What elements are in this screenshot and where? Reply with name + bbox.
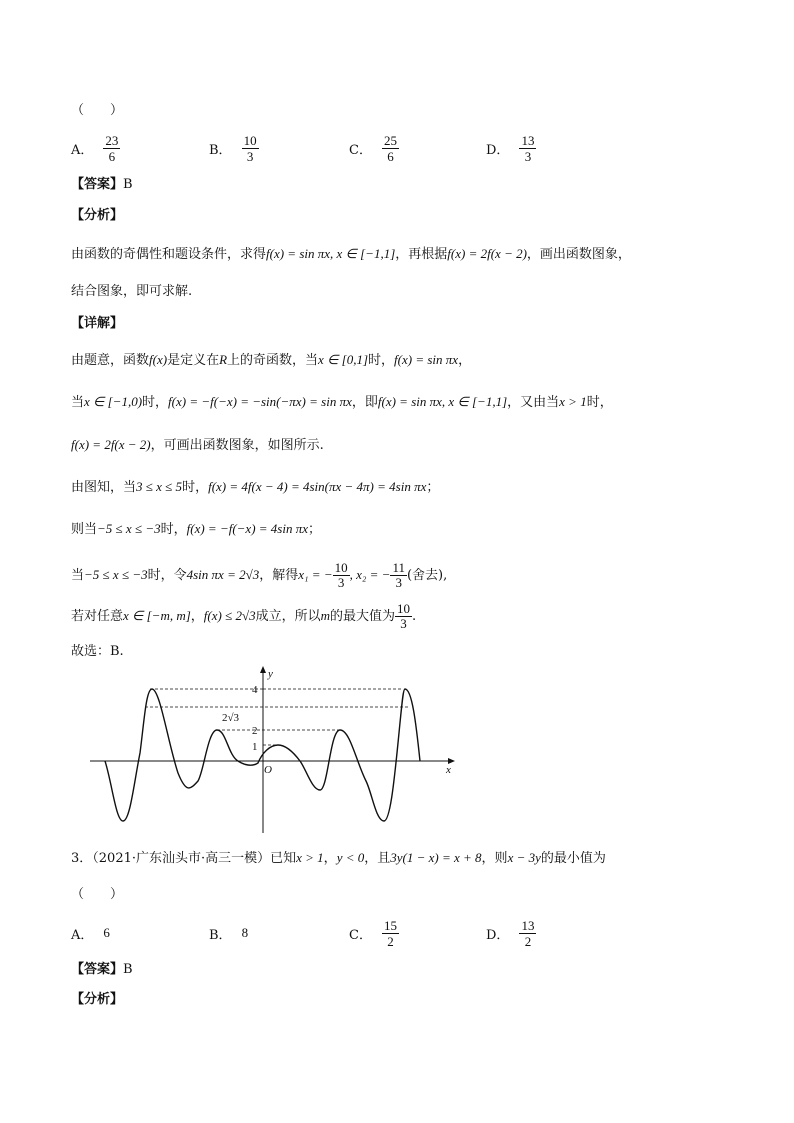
fraction: $\frac{10}{3}$ xyxy=(334,560,348,590)
q3-options xyxy=(71,913,591,953)
q2-options xyxy=(71,128,591,168)
y-tick-2: 2 xyxy=(252,725,258,737)
q2-detail-line-1: 由题意，函数f(x)是定义在R上的奇函数，当x ∈ [0,1]时，f(x) = sin πx， xyxy=(71,352,472,368)
q2-option-c xyxy=(349,128,399,168)
q3-option-c xyxy=(349,913,399,953)
y-axis-label: y xyxy=(268,668,273,680)
q2-conclusion: 故选：B. xyxy=(71,644,124,659)
option-label: A． xyxy=(71,142,94,158)
q2-option-b xyxy=(209,128,259,168)
option-label: C． xyxy=(349,142,372,158)
fraction: $\frac{11}{3}$ xyxy=(392,560,405,590)
q2-answer xyxy=(71,177,133,193)
option-label: D． xyxy=(486,927,510,943)
q2-analysis-line-2: 结合图象，即可求解. xyxy=(71,284,193,299)
y-tick-2root3: 2√3 xyxy=(222,712,240,724)
option-fraction: $\frac{23}{6}$ xyxy=(105,132,119,164)
option-label: D． xyxy=(486,142,510,158)
answer-value: B xyxy=(123,962,133,977)
q2-detail-line-3: f(x) = 2f(x − 2)，可画出函数图象，如图所示. xyxy=(71,437,324,453)
q3-option-a xyxy=(71,913,110,953)
answer-heading: 【答案】 xyxy=(71,962,124,977)
q2-analysis-heading: 【分析】 xyxy=(71,208,124,223)
q3-answer xyxy=(71,962,133,978)
answer-heading: 【答案】 xyxy=(71,177,124,192)
function-graph-figure xyxy=(90,663,460,835)
option-label: B． xyxy=(209,142,232,158)
q2-option-d xyxy=(486,128,536,168)
q2-detail-line-4: 由图知，当3 ≤ x ≤ 5时，f(x) = 4f(x − 4) = 4sin(πx − 4π) = 4sin πx； xyxy=(71,479,440,495)
option-fraction: $\frac{15}{2}$ xyxy=(383,917,397,949)
q3-analysis-heading: 【分析】 xyxy=(71,992,124,1007)
option-fraction: $\frac{25}{6}$ xyxy=(383,132,397,164)
y-tick-4: 4 xyxy=(252,684,258,696)
q2-detail-line-5: 则当−5 ≤ x ≤ −3时，f(x) = −f(−x) = 4sin πx； xyxy=(71,521,322,537)
q3-option-d xyxy=(486,913,536,953)
option-label: A． xyxy=(71,927,94,943)
q2-option-a xyxy=(71,128,120,168)
option-value: 8 xyxy=(241,925,249,940)
option-value: 6 xyxy=(103,925,110,940)
option-fraction: $\frac{10}{3}$ xyxy=(243,132,257,164)
q2-analysis-line-1: 由函数的奇偶性和题设条件，求得f(x) = sin πx, x ∈ [−1,1]，再根据f(x) = 2f(x − 2)，画出函数图象， xyxy=(71,246,631,262)
answer-value: B xyxy=(123,177,133,192)
option-label: C． xyxy=(349,927,372,943)
q2-detail-line-6: 当−5 ≤ x ≤ −3时，令4sin πx = 2√3，解得x₁ = − $\frac{10}{3}$ , x₂ = − $\frac{11}{3}$ (舍去), xyxy=(71,560,448,590)
option-label: B． xyxy=(209,927,232,943)
y-axis-arrow-icon xyxy=(260,666,266,673)
q3-stem: 3．（2021·广东汕头市·高三一模）已知x > 1，y < 0，且3y(1 − x) = x + 8，则x − 3y的最小值为 xyxy=(71,850,606,866)
fraction: $\frac{10}{3}$ xyxy=(397,601,411,631)
option-fraction: $\frac{13}{3}$ xyxy=(521,132,535,164)
option-fraction: $\frac{13}{2}$ xyxy=(521,917,535,949)
origin-label: O xyxy=(264,764,272,776)
x-axis-label: x xyxy=(446,764,451,776)
y-tick-1: 1 xyxy=(252,741,258,753)
q3-option-b xyxy=(209,913,248,953)
q2-detail-heading: 【详解】 xyxy=(71,316,124,331)
q2-paren: （ ） xyxy=(71,103,124,118)
q2-detail-line-7: 若对任意x ∈ [−m, m]，f(x) ≤ 2√3成立，所以m的最大值为 $\frac{10}{3}$ . xyxy=(71,601,417,631)
q2-detail-line-2: 当x ∈ [−1,0)时，f(x) = −f(−x) = −sin(−πx) = sin πx，即f(x) = sin πx, x ∈ [−1,1]，又由当x > 1时， xyxy=(71,394,613,410)
q3-paren: （ ） xyxy=(71,887,124,902)
